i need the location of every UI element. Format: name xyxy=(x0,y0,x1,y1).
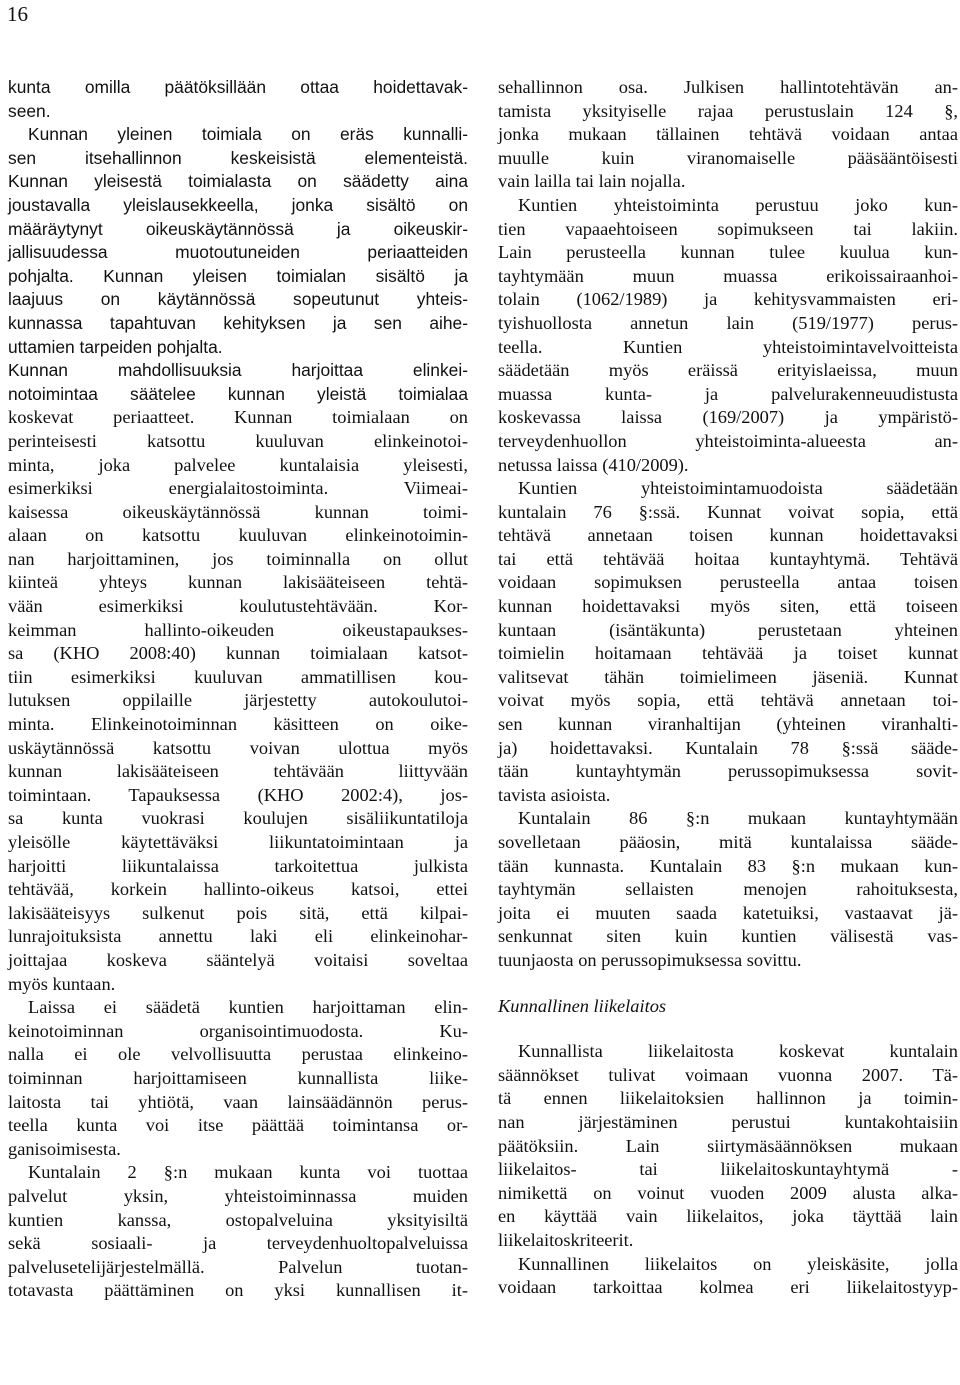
text-line: koskevassa laissa (169/2007) ja ympäristö- xyxy=(498,407,958,428)
text-line: myös kuntaan. xyxy=(8,973,116,994)
text-line: Kunnan mahdollisuuksia harjoittaa elinkei- xyxy=(8,360,468,381)
text-line: notoimintaa säätelee kunnan yleistä toimialaa xyxy=(8,383,468,404)
text-line: sen itsehallinnon keskeisistä elementeistä. xyxy=(8,147,468,168)
text-line: sovelletaan pääosin, mitä kuntalaissa sääde- xyxy=(498,832,958,852)
text-line: määräytynyt oikeuskäytännössä ja oikeuskir- xyxy=(8,218,468,239)
text-line: tien vapaaehtoiseen sopimukseen tai lakiin. xyxy=(498,218,958,239)
text-line: sa (KHO 2008:40) kunnan toimialaan katsot- xyxy=(8,643,468,664)
text-line: sehallinnon osa. Julkisen hallintotehtävän an- xyxy=(498,77,958,97)
paragraph xyxy=(8,76,468,123)
text-line: tä ennen liikelaitoksien hallinnon ja toimin- xyxy=(498,1088,958,1109)
text-line: tehtävää, korkein hallinto-oikeus katsoi, ettei xyxy=(8,879,468,900)
text-line: kunnassa tapahtuvan kehityksen ja sen aihe- xyxy=(8,312,468,333)
text-line: totavasta päättäminen on yksi kunnallisen it- xyxy=(8,1280,468,1301)
text-line: perinteisesti katsottu kuuluvan elinkeinotoi- xyxy=(8,430,468,451)
paragraph xyxy=(8,359,468,996)
text-line: joittajaa koskeva sääntelyä voitaisi soveltaa xyxy=(8,949,468,970)
text-line: tai että tehtävää hoitaa kuntayhtymä. Tehtävä xyxy=(498,548,958,569)
text-line: uttamien tarpeiden pohjalta. xyxy=(8,336,223,357)
text-line: lutuksen oppilaille järjestetty autokoulutoi- xyxy=(8,690,468,711)
text-line: vain lailla tai lain nojalla. xyxy=(498,171,686,192)
text-line: tuunjaosta on perussopimuksessa sovittu. xyxy=(498,949,802,970)
text-line: liikelaitos- tai liikelaitoskuntayhtymä - xyxy=(498,1159,958,1180)
text-line: esimerkiksi energialaitostoiminta. Viimeai- xyxy=(8,478,468,499)
text-line: nan harjoittaminen, jos toiminnalla on ollut xyxy=(8,548,468,569)
text-line: Lain perusteella kunnan tulee kuulua kun- xyxy=(498,242,958,263)
text-line: Laissa ei säädetä kuntien harjoittaman elin- xyxy=(28,997,468,1018)
text-line: sekä sosiaali- ja terveydenhuoltopalveluissa xyxy=(8,1233,468,1254)
paragraph xyxy=(498,1253,958,1300)
text-line: muassa kunta- ja palvelurakenneuudistusta xyxy=(498,383,958,404)
section-spacer xyxy=(498,1018,958,1040)
text-line: nan järjestäminen perustui kuntakohtaisiin xyxy=(498,1111,958,1132)
section-heading: Kunnallinen liikelaitos xyxy=(498,995,667,1016)
text-line: tiin esimerkiksi kuuluvan ammatillisen kou- xyxy=(8,666,468,687)
paragraph xyxy=(8,996,468,1161)
text-line: lunrajoituksista annettu laki eli elinkeinohar- xyxy=(8,926,468,947)
text-line: lakisääteisyys sulkenut pois sitä, että kilpai- xyxy=(8,902,468,923)
text-line: tehtävä annetaan toisen kunnan hoidettavaksi xyxy=(498,525,958,546)
text-line: laitosta tai yhtiötä, vaan lainsäädännön perus- xyxy=(8,1091,468,1112)
text-line: koskevat periaatteet. Kunnan toimialaan on xyxy=(8,407,468,428)
text-line: muulle kuin viranomaiselle pääsääntöisesti xyxy=(498,147,958,168)
paragraph xyxy=(498,194,958,477)
text-line: tolain (1062/1989) ja kehitysvammaisten eri- xyxy=(498,289,958,310)
text-line: tään kunnasta. Kuntalain 83 §:n mukaan kun- xyxy=(498,855,958,876)
paragraph xyxy=(8,123,468,359)
left-column xyxy=(8,76,468,1303)
text-line: Kunnallinen liikelaitos on yleiskäsite, jolla xyxy=(518,1253,958,1274)
text-line: uskäytännössä katsottu voivan ulottua myös xyxy=(8,737,468,758)
text-line: säädetään myös eräissä erityislaeissa, muun xyxy=(498,360,958,381)
text-line: Kuntalain 86 §:n mukaan kuntayhtymään xyxy=(518,808,958,829)
right-column xyxy=(498,76,958,1300)
text-line: alaan on katsottu kuuluvan elinkeinotoimin- xyxy=(8,525,468,546)
text-line: harjoitti liikuntalaissa tarkoitettua julkista xyxy=(8,855,468,876)
text-line: Kunnan yleinen toimiala on eräs kunnalli- xyxy=(28,124,468,145)
text-line: säännökset tulivat voimaan vuonna 2007. Tä- xyxy=(498,1064,958,1085)
text-line: kiinteä yhteys kunnan lakisääteiseen tehtä- xyxy=(8,572,468,593)
text-line: ganisoimisesta. xyxy=(8,1138,121,1159)
text-line: joustavalla yleislausekkeella, jonka sisältö on xyxy=(8,194,468,215)
text-line: nalla ei ole velvollisuutta perustaa elinkeino- xyxy=(8,1044,468,1065)
text-line: liikelaitoskriteerit. xyxy=(498,1229,634,1250)
section-spacer xyxy=(498,973,958,995)
text-line: kuntien kanssa, ostopalveluina yksityisiltä xyxy=(8,1209,468,1230)
text-line: jonka mukaan tällainen tehtävä voidaan antaa xyxy=(498,124,958,145)
text-line: päätöksiin. Lain siirtymäsäännöksen mukaan xyxy=(498,1135,958,1156)
page-number: 16 xyxy=(7,2,28,26)
text-line: keimman hallinto-oikeuden oikeustapaukses- xyxy=(8,619,468,640)
text-line: kunta omilla päätöksillään ottaa hoidettavak- xyxy=(8,77,468,97)
text-line: palvelut yksin, yhteistoiminnassa muiden xyxy=(8,1185,468,1206)
text-line: kuntaan (isäntäkunta) perustetaan yhteinen xyxy=(498,619,958,640)
text-line: tayhtymän sellaisten menojen rahoituksesta, xyxy=(498,879,958,900)
text-line: kaisessa oikeuskäytännössä kunnan toimi- xyxy=(8,501,468,522)
text-line: en käyttää vain liikelaitos, joka täyttää lain xyxy=(498,1206,958,1227)
text-line: yleisölle käytettäväksi liikuntatoimintaan ja xyxy=(8,832,468,852)
text-line: minta. Elinkeinotoiminnan käsitteen on oike- xyxy=(8,714,468,735)
text-line: palvelusetelijärjestelmällä. Palvelun tuotan- xyxy=(8,1256,468,1277)
text-line: Kuntien yhteistoiminta perustuu joko kun- xyxy=(518,194,958,215)
text-line: jallisuudessa muotoutuneiden periaatteiden xyxy=(8,242,468,263)
text-line: tään kuntayhtymän perussopimuksessa sovit- xyxy=(498,761,958,782)
text-line: senkunnat siten kuin kuntien välisestä vas- xyxy=(498,926,958,947)
text-line: voidaan tarkoittaa kolmea eri liikelaitostyyp- xyxy=(498,1277,958,1298)
text-line: voivat myös sopia, että tehtävä annetaan toi- xyxy=(498,690,958,711)
text-line: toiminnan harjoittamiseen kunnallista liike- xyxy=(8,1067,468,1088)
text-line: seen. xyxy=(8,100,51,121)
text-line: kunnan hoidettavaksi myös siten, että toiseen xyxy=(498,596,958,617)
text-line: teella kunta voi itse päättää toimintansa or- xyxy=(8,1115,468,1136)
paragraph xyxy=(498,807,958,972)
text-line: pohjalta. Kunnan yleisen toimialan sisältö ja xyxy=(8,265,468,286)
text-line: sen kunnan viranhaltijan (yhteinen viranhalti- xyxy=(498,714,958,735)
text-line: tyishuollosta annetun lain (519/1977) perus- xyxy=(498,312,958,333)
text-line: teella. Kuntien yhteistoimintavelvoitteista xyxy=(498,336,958,357)
text-line: valitsevat tähän toimielimeen jäseniä. Kunnat xyxy=(498,666,958,687)
text-line: ja) hoidettavaksi. Kuntalain 78 §:ssä sääde- xyxy=(498,737,958,758)
text-line: sa kunta vuokrasi koulujen sisäliikuntatiloja xyxy=(8,808,468,829)
text-line: kunnan lakisääteiseen tehtävään liittyvään xyxy=(8,761,468,782)
text-line: minta, joka palvelee kuntalaisia yleisesti, xyxy=(8,454,468,475)
text-line: Kunnan yleisestä toimialasta on säädetty aina xyxy=(8,171,468,192)
text-line: toimintaan. Tapauksessa (KHO 2002:4), jos- xyxy=(8,784,468,805)
text-line: Kuntien yhteistoimintamuodoista säädetään xyxy=(518,478,958,499)
text-line: tamista yksityiselle rajaa perustuslain 124 §, xyxy=(498,100,958,121)
paragraph xyxy=(498,477,958,807)
text-line: tavista asioista. xyxy=(498,784,611,805)
text-line: tayhtymään muun muassa erikoissairaanhoi- xyxy=(498,265,958,286)
text-line: joita ei muuten saada katetuiksi, vastaavat jä- xyxy=(498,902,958,923)
text-line: vään esimerkiksi koulutustehtävään. Kor- xyxy=(8,596,468,617)
text-line: terveydenhuollon yhteistoiminta-alueesta an- xyxy=(498,430,958,451)
text-line: kuntalain 76 §:ssä. Kunnat voivat sopia, että xyxy=(498,501,958,522)
paragraph xyxy=(8,1161,468,1303)
text-line: toimielin hoitamaan tehtävää ja toiset kunnat xyxy=(498,643,958,664)
paragraph xyxy=(498,76,958,194)
text-line: Kuntalain 2 §:n mukaan kunta voi tuottaa xyxy=(28,1162,468,1183)
text-line: keinotoiminnan organisointimuodosta. Ku- xyxy=(8,1020,468,1041)
text-line: nimikettä on voinut vuoden 2009 alusta alka- xyxy=(498,1182,958,1203)
text-line: voidaan sopimuksen perusteella antaa toisen xyxy=(498,572,958,593)
text-line: netussa laissa (410/2009). xyxy=(498,454,689,475)
text-line: Kunnallista liikelaitosta koskevat kuntalain xyxy=(518,1041,958,1062)
text-line: laajuus on käytännössä sopeutunut yhteis- xyxy=(8,289,468,310)
paragraph xyxy=(498,1040,958,1252)
